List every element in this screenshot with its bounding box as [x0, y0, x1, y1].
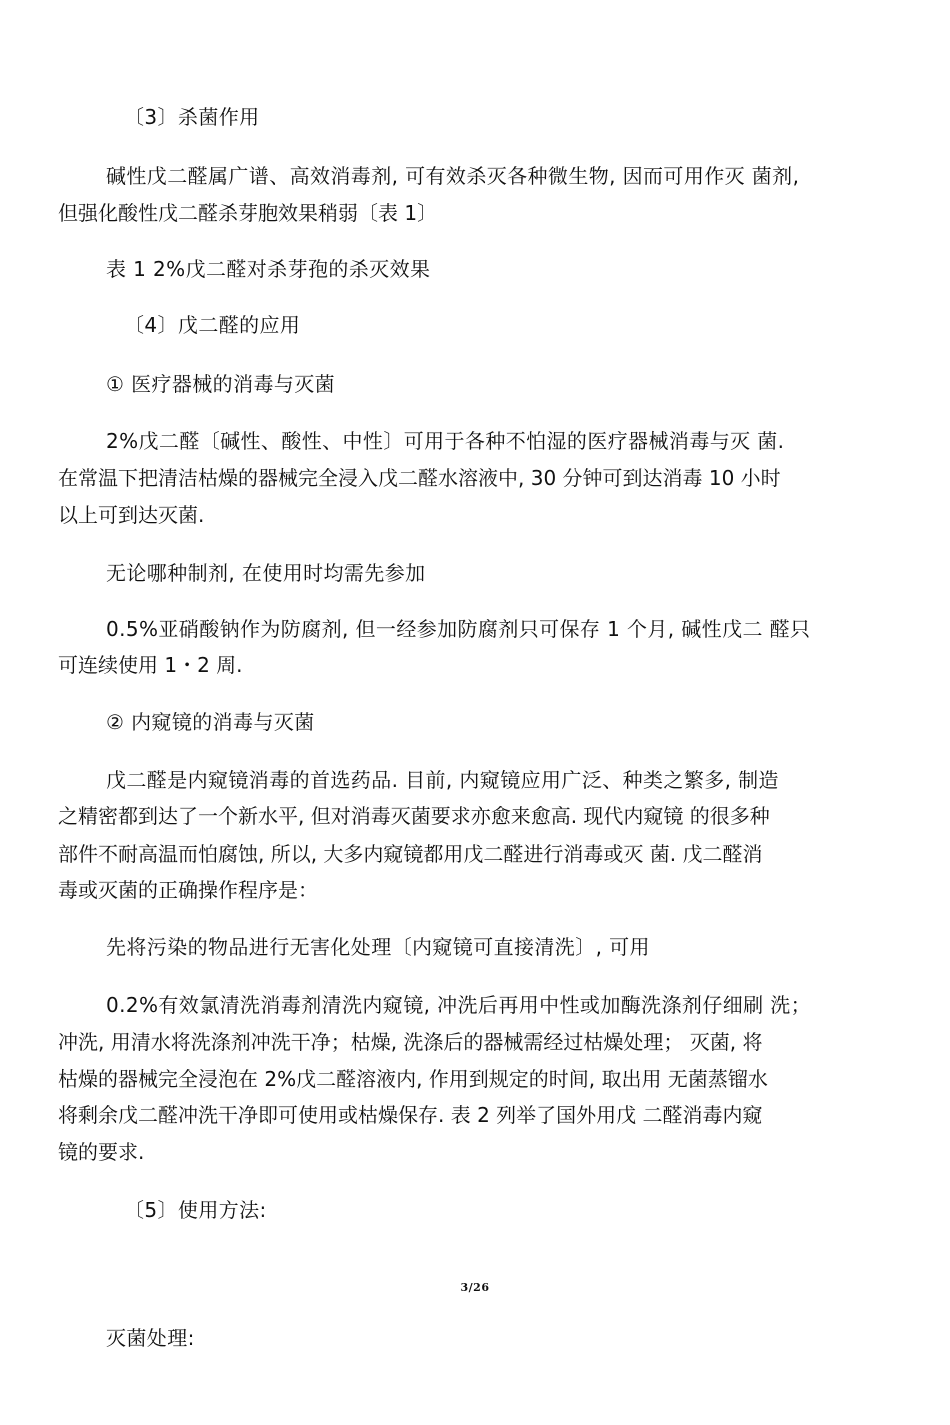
item1-note: 无论哪种制剂, 在使用时均需先参加: [106, 561, 426, 585]
item1-body-line-2: 在常温下把清洁枯燥的器械完全浸入戊二醛水溶液中, 30 分钟可到达消毒 10 小时: [58, 466, 781, 490]
item2-step-intro: 先将污染的物品进行无害化处理〔内窥镜可直接清洗〕, 可用: [106, 935, 650, 959]
item2-body-line-2: 之精密都到达了一个新水平, 但对消毒灭菌要求亦愈来愈高. 现代内窥镜 的很多种: [58, 804, 770, 828]
item1-preservative-line-1: 0.5%亚硝酸钠作为防腐剂, 但一经参加防腐剂只可保存 1 个月, 碱性戊二 醛只: [106, 617, 811, 641]
item2-steps-line-4: 将剩余戊二醛冲洗干净即可使用或枯燥保存. 表 2 列举了国外用戊 二醛消毒内窥: [58, 1103, 763, 1127]
item2-heading: ② 内窥镜的消毒与灭菌: [106, 710, 315, 734]
item2-body-line-1: 戊二醛是内窥镜消毒的首选药品. 目前, 内窥镜应用广泛、种类之繁多, 制造: [106, 768, 779, 792]
page-number: 3/26: [460, 1281, 490, 1294]
section5-heading: 〔5〕使用方法:: [124, 1198, 267, 1222]
item1-body-line-1: 2%戊二醛〔碱性、酸性、中性〕可用于各种不怕湿的医疗器械消毒与灭 菌.: [106, 429, 785, 453]
section3-body-line-1: 碱性戊二醛属广谱、高效消毒剂, 可有效杀灭各种微生物, 因而可用作灭 菌剂,: [106, 164, 800, 188]
table1-caption: 表 1 2%戊二醛对杀芽孢的杀灭效果: [106, 257, 431, 281]
item2-steps-line-1: 0.2%有效氯清洗消毒剂清洗内窥镜, 冲洗后再用中性或加酶洗涤剂仔细刷 洗；: [106, 993, 812, 1017]
item2-body-line-4: 毒或灭菌的正确操作程序是：: [58, 878, 318, 902]
item1-body-line-3: 以上可到达灭菌.: [58, 503, 205, 527]
item1-preservative-line-2: 可连续使用 1・2 周.: [58, 653, 243, 677]
section3-body-line-2: 但强化酸性戊二醛杀芽胞效果稍弱〔表 1〕: [58, 201, 438, 225]
item2-body-line-3: 部件不耐高温而怕腐蚀, 所以, 大多内窥镜都用戊二醛进行消毒或灭 菌. 戊二醛消: [58, 842, 763, 866]
sterilization-heading: 灭菌处理:: [106, 1326, 195, 1350]
item1-heading: ① 医疗器械的消毒与灭菌: [106, 372, 336, 396]
section4-heading: 〔4〕戊二醛的应用: [124, 313, 301, 337]
item2-steps-line-2: 冲洗, 用清水将洗涤剂冲洗干净；枯燥, 洗涤后的器械需经过枯燥处理； 灭菌, 将: [58, 1030, 763, 1054]
item2-steps-line-3: 枯燥的器械完全浸泡在 2%戊二醛溶液内, 作用到规定的时间, 取出用 无菌蒸镏水: [58, 1067, 768, 1091]
section3-heading: 〔3〕杀菌作用: [124, 105, 260, 129]
item2-steps-line-5: 镜的要求.: [58, 1140, 145, 1164]
